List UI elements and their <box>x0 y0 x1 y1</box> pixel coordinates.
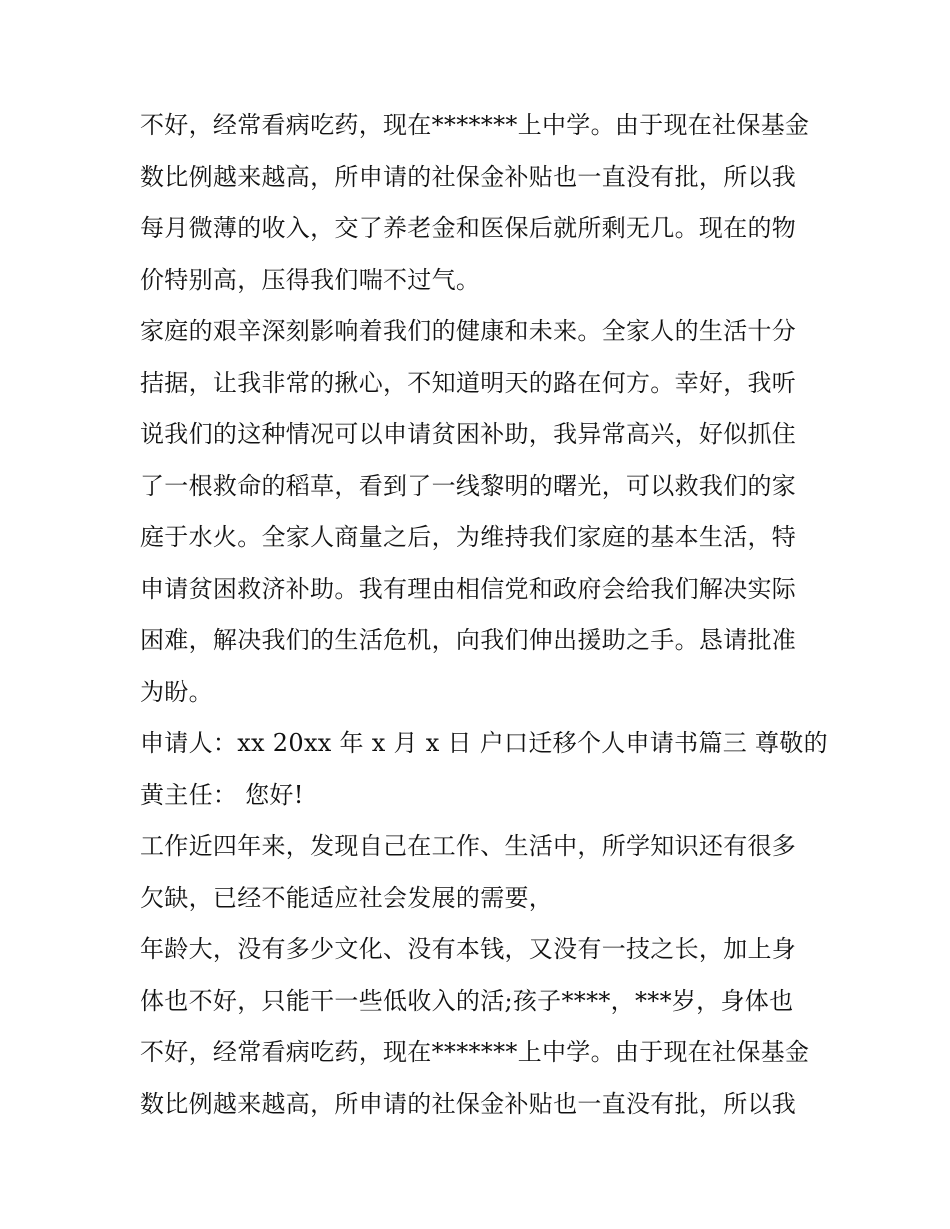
text-line: 申请人：xx 20xx 年 x 月 x 日 户口迁移个人申请书篇三 尊敬的 <box>140 729 828 757</box>
text-line: 拮据，让我非常的揪心，不知道明天的路在何方。幸好，我听 <box>140 368 797 397</box>
text-line: 黄主任： 您好! <box>140 780 304 809</box>
text-line: 为盼。 <box>140 677 213 706</box>
text-line: 价特别高，压得我们喘不过气。 <box>140 265 481 294</box>
text-line: 困难，解决我们的生活危机，向我们伸出援助之手。恳请批准 <box>140 626 797 654</box>
text-line: 庭于水火。全家人商量之后，为维持我们家庭的基本生活，特 <box>140 523 797 551</box>
text-line: 申请贫困救济补助。我有理由相信党和政府会给我们解决实际 <box>140 574 797 603</box>
text-line: 数比例越来越高，所申请的社保金补贴也一直没有批，所以我 <box>140 162 797 191</box>
text-line: 说我们的这种情况可以申请贫困补助，我异常高兴，好似抓住 <box>140 420 797 448</box>
text-line: 工作近四年来，发现自己在工作、生活中，所学知识还有很多 <box>140 832 797 860</box>
text-line: 体也不好，只能干一些低收入的活;孩子****，***岁，身体也 <box>140 986 794 1015</box>
text-line: 不好，经常看病吃药，现在*******上中学。由于现在社保基金 <box>140 111 810 139</box>
text-line: 欠缺，已经不能适应社会发展的需要， <box>140 883 554 912</box>
text-line: 了一根救命的稻草，看到了一线黎明的曙光，可以救我们的家 <box>140 471 797 500</box>
text-line: 数比例越来越高，所申请的社保金补贴也一直没有批，所以我 <box>140 1089 797 1118</box>
text-line: 不好，经常看病吃药，现在*******上中学。由于现在社保基金 <box>140 1038 810 1066</box>
text-line: 年龄大，没有多少文化、没有本钱，又没有一技之长，加上身 <box>140 935 797 963</box>
text-line: 家庭的艰辛深刻影响着我们的健康和未来。全家人的生活十分 <box>140 317 797 345</box>
document-body <box>140 100 828 1130</box>
text-line: 每月微薄的收入，交了养老金和医保后就所剩无几。现在的物 <box>140 214 797 242</box>
